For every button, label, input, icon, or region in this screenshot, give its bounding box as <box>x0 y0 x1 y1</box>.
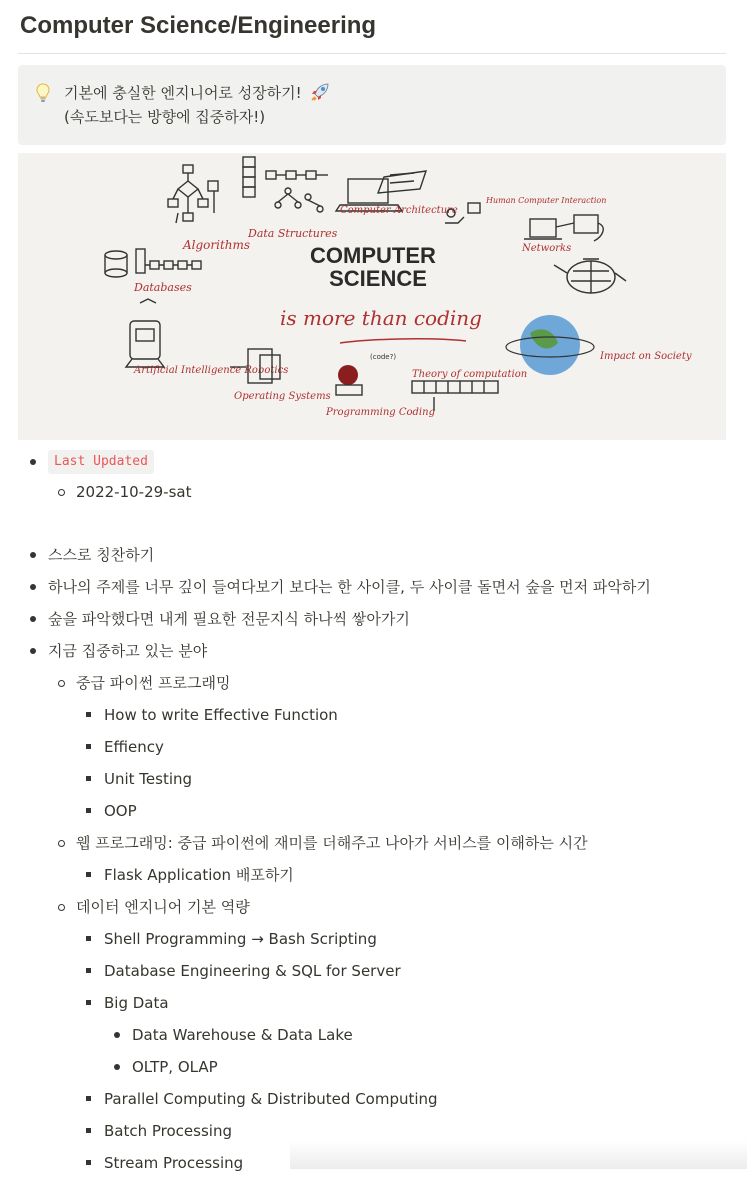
list-item-nested <box>18 1051 218 1083</box>
bullet-icon <box>58 904 65 911</box>
subtopic-text: Shell Programming → Bash Scripting <box>104 930 377 948</box>
programmer-sketch <box>336 365 362 395</box>
label-theory: Theory of computation <box>412 369 528 380</box>
bullet-icon <box>58 840 65 847</box>
topic-text: 데이터 엔지니어 기본 역량 <box>76 898 250 916</box>
bullet-icon <box>58 680 65 687</box>
list-item-subtopic <box>18 699 338 731</box>
bullet-icon <box>86 712 91 717</box>
subtopic-text: How to write Effective Function <box>104 706 338 724</box>
bullet-icon <box>86 744 91 749</box>
subtopic-text: Flask Application 배포하기 <box>104 866 294 884</box>
bullet-icon <box>86 808 91 813</box>
bullet-icon <box>86 1096 91 1101</box>
subtopic-text: Parallel Computing & Distributed Computing <box>104 1090 438 1108</box>
list-item-subtopic <box>18 1115 232 1147</box>
bullet-icon <box>86 1128 91 1133</box>
subtopic-text: Batch Processing <box>104 1122 232 1140</box>
subtopic-text: Database Engineering & SQL for Server <box>104 962 401 980</box>
last-updated-date: 2022-10-29-sat <box>76 483 192 501</box>
callout-line-1: 기본에 충실한 엔지니어로 성장하기! <box>64 84 302 102</box>
rocket-icon <box>310 82 330 102</box>
algorithms-sketch <box>168 165 218 223</box>
label-code: (code?) <box>370 353 397 361</box>
bullet-icon <box>86 1160 91 1165</box>
bullet-icon <box>86 872 91 877</box>
label-computer-architecture: Computer Architecture <box>340 205 458 216</box>
databases-sketch <box>105 249 201 277</box>
title-divider <box>18 53 726 54</box>
subtopic-text: Effiency <box>104 738 164 756</box>
subtopic-text: Stream Processing <box>104 1154 244 1172</box>
list-item-date <box>18 476 191 508</box>
networks-sketch <box>524 215 603 241</box>
bullet-icon <box>86 776 91 781</box>
list-item-subtopic <box>18 955 401 987</box>
bullet-icon <box>30 552 36 558</box>
list-item-nested <box>18 1019 353 1051</box>
list-item-subtopic <box>18 987 169 1019</box>
list-item-subtopic <box>18 859 294 891</box>
data-structures-sketch <box>243 157 328 212</box>
nested-text: Data Warehouse & Data Lake <box>132 1026 353 1044</box>
list-item-last-updated <box>18 446 154 478</box>
label-ai: Artificial Intelligence Robotics <box>134 365 289 376</box>
list-item-topic <box>18 827 588 859</box>
list-item-subtopic <box>18 795 137 827</box>
last-updated-tag: Last Updated <box>48 450 154 474</box>
topic-text: 중급 파이썬 프로그래밍 <box>76 674 231 692</box>
bullet-icon <box>30 648 36 654</box>
list-item-topic <box>18 891 250 923</box>
list-item-goal <box>18 603 410 635</box>
bottom-fade <box>290 1140 747 1169</box>
list-item-subtopic <box>18 1147 243 1179</box>
label-hci: Human Computer Interaction <box>486 196 607 205</box>
page-title: Computer Science/Engineering <box>20 12 377 39</box>
label-impact: Impact on Society <box>600 351 692 362</box>
nested-text: OLTP, OLAP <box>132 1058 218 1076</box>
banner-title-2: SCIENCE <box>329 266 427 291</box>
list-item-goal <box>18 571 651 603</box>
robot-sketch <box>126 299 164 367</box>
callout-block <box>18 65 726 145</box>
list-item-topic <box>18 667 230 699</box>
lightbulb-icon <box>36 83 50 103</box>
banner-subtitle: is more than coding <box>280 306 482 330</box>
bullet-icon <box>58 489 65 496</box>
list-item-subtopic <box>18 923 377 955</box>
bullet-icon <box>30 616 36 622</box>
bullet-icon <box>86 936 91 941</box>
teapot-sketch <box>554 259 626 293</box>
label-databases: Databases <box>134 281 192 294</box>
label-algorithms: Algorithms <box>183 238 251 252</box>
bullet-icon <box>114 1032 120 1038</box>
list-item-subtopic <box>18 763 192 795</box>
subtopic-text: Big Data <box>104 994 169 1012</box>
topic-text: 웹 프로그래밍: 중급 파이썬에 재미를 더해주고 나아가 서비스를 이해하는 시간 <box>76 834 588 852</box>
bullet-icon <box>114 1064 120 1070</box>
banner-title-1: COMPUTER <box>310 243 436 268</box>
label-data-structures: Data Structures <box>248 227 338 240</box>
list-item-goal <box>18 539 154 571</box>
list-item-goal <box>18 635 207 667</box>
subtopic-text: Unit Testing <box>104 770 193 788</box>
subtopic-text: OOP <box>104 802 137 820</box>
cover-image <box>18 153 726 440</box>
globe-sketch <box>506 315 594 375</box>
bullet-icon <box>86 1000 91 1005</box>
bullet-icon <box>86 968 91 973</box>
bullet-icon <box>30 584 36 590</box>
goal-text: 숲을 파악했다면 내게 필요한 전문지식 하나씩 쌓아가기 <box>48 610 410 628</box>
label-operating-systems: Operating Systems <box>234 391 331 402</box>
list-item-subtopic <box>18 1083 438 1115</box>
label-programming: Programming Coding <box>326 407 435 418</box>
list-item-subtopic <box>18 731 164 763</box>
goal-text: 지금 집중하고 있는 분야 <box>48 642 208 660</box>
callout-line-2: (속도보다는 방향에 집중하자!) <box>64 108 266 126</box>
label-networks: Networks <box>522 243 572 254</box>
goal-text: 하나의 주제를 너무 깊이 들여다보기 보다는 한 사이클, 두 사이클 돌면서 숲을 먼저 파악하기 <box>48 578 651 596</box>
goal-text: 스스로 칭찬하기 <box>48 546 155 564</box>
bullet-icon <box>30 459 36 465</box>
